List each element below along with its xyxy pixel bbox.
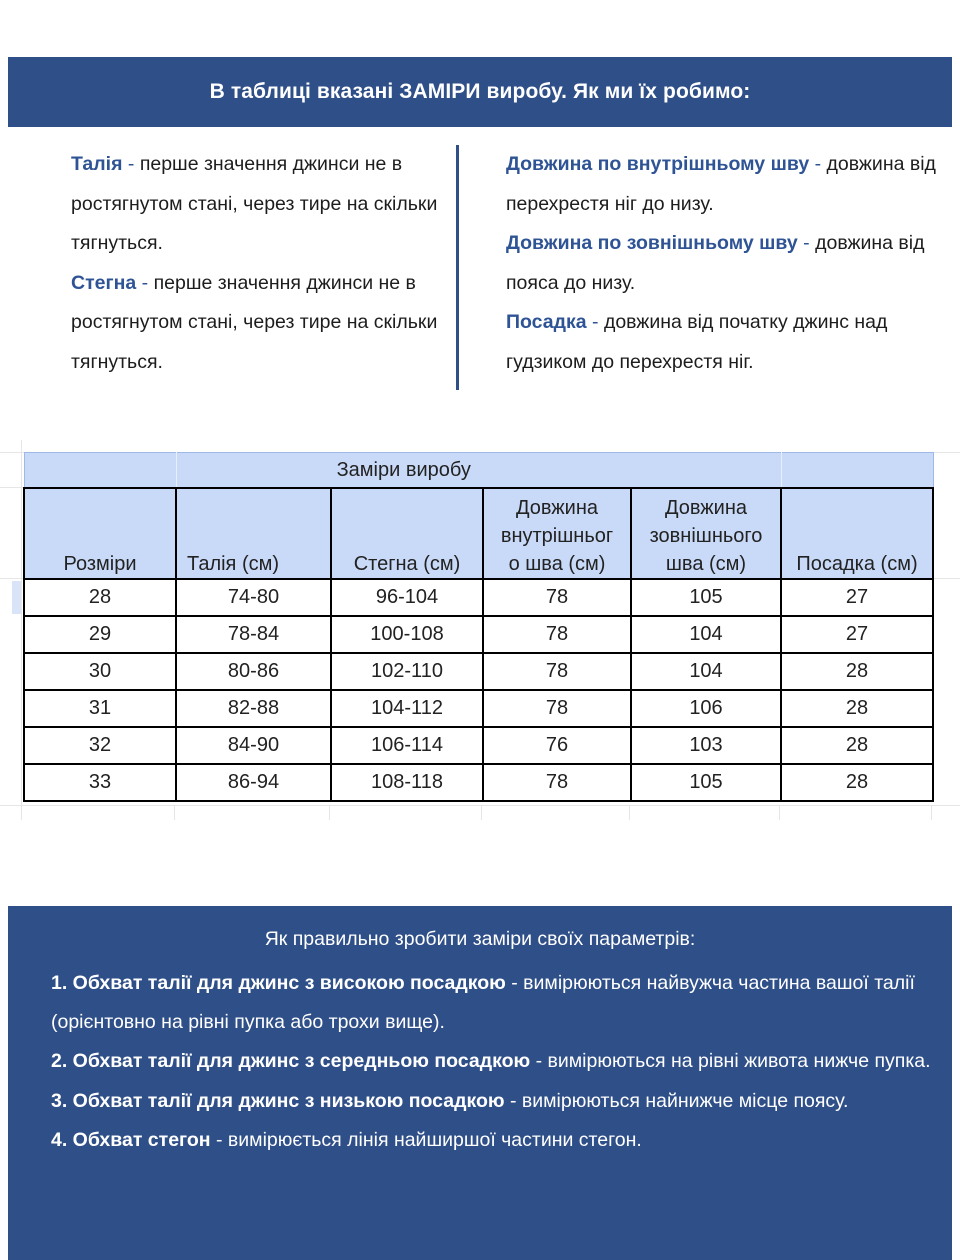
- definition-term: Стегна: [71, 271, 137, 294]
- definition-term: Довжина по зовнішньому шву: [506, 232, 798, 254]
- instruction-item: [51, 1121, 931, 1160]
- cell-rise: 28: [781, 690, 933, 727]
- definitions-right: [506, 145, 936, 382]
- grid-line: [329, 805, 330, 820]
- definition-outseam: Довжина по зовнішньому шву - довжина від пояса до низу.: [506, 232, 925, 294]
- cell-waist: 74-80: [176, 579, 331, 616]
- cell-outseam: 106: [631, 690, 781, 727]
- column-header-waist: Талія (см): [176, 488, 331, 579]
- cell-size: 31: [24, 690, 176, 727]
- cell-hips: 104-112: [331, 690, 483, 727]
- table-row: [24, 653, 933, 690]
- cell-hips: 108-118: [331, 764, 483, 801]
- definition-rise: Посадка - довжина від початку джинс над гудзиком до перехрестя ніг.: [506, 311, 888, 373]
- grid-line: [0, 805, 960, 806]
- grid-line: [481, 805, 482, 820]
- definition-inseam: Довжина по внутрішньому шву - довжина від перехрестя ніг до низу.: [506, 153, 936, 215]
- grid-line: [21, 440, 22, 820]
- grid-line: [0, 578, 23, 579]
- definition-waist: Талія - перше значення джинси не в ростягнутом стані, через тире на скільки тягнуться.: [71, 153, 438, 254]
- cell-outseam: 104: [631, 653, 781, 690]
- instruction-item: [51, 1042, 931, 1081]
- group-header-cell: [24, 453, 176, 489]
- grid-line: [629, 805, 630, 820]
- grid-line: [779, 805, 780, 820]
- definition-hips: Стегна - перше значення джинси не в ростягнутом стані, через тире на скільки тягнуться.: [71, 271, 438, 373]
- cell-outseam: 105: [631, 764, 781, 801]
- cell-size: 28: [24, 579, 176, 616]
- definition-term: Талія: [71, 153, 123, 175]
- cell-size: 29: [24, 616, 176, 653]
- grid-line: [0, 487, 23, 488]
- cell-inseam: 76: [483, 727, 631, 764]
- definition-term: Посадка: [506, 311, 587, 333]
- grid-line: [931, 578, 960, 579]
- instruction-heading: 1. Обхват талії для джинс з високою посадкою: [51, 972, 506, 994]
- cell-rise: 28: [781, 653, 933, 690]
- instruction-text: - вимірюється лінія найширшої частини стегон.: [210, 1128, 642, 1151]
- definition-text: перше значення джинси не в ростягнутом стані, через тире на скільки тягнуться.: [71, 271, 438, 373]
- definition-text: довжина від початку джинс над гудзиком до перехрестя ніг.: [506, 311, 888, 373]
- cell-hips: 102-110: [331, 653, 483, 690]
- table-row: [24, 579, 933, 616]
- instructions-list: [51, 964, 931, 1160]
- cell-rise: 27: [781, 579, 933, 616]
- definitions-left: [71, 145, 446, 382]
- cell-outseam: 103: [631, 727, 781, 764]
- table-row: [24, 727, 933, 764]
- group-header-cell: [781, 453, 933, 489]
- instruction-heading: 3. Обхват талії для джинс з низькою посадкою: [51, 1089, 505, 1112]
- column-header-sizes: Розміри: [24, 488, 176, 579]
- cell-inseam: 78: [483, 579, 631, 616]
- column-header-outseam: Довжина зовнішнього шва (см): [631, 488, 781, 579]
- instruction-text: - вимірюються найвужча частина вашої талії (орієнтовно на рівні пупка або трохи вище).: [51, 972, 915, 1034]
- cell-rise: 28: [781, 727, 933, 764]
- measurement-instructions: [8, 906, 952, 1260]
- instruction-heading: 4. Обхват стегон: [51, 1128, 211, 1151]
- cell-size: 33: [24, 764, 176, 801]
- cell-size: 30: [24, 653, 176, 690]
- banner-title: В таблиці вказані ЗАМІРИ виробу. Як ми їх робимо:: [209, 80, 751, 103]
- definition-text: довжина від перехрестя ніг до низу.: [506, 153, 936, 215]
- table-row: [24, 616, 933, 653]
- cell-inseam: 78: [483, 653, 631, 690]
- cell-inseam: 78: [483, 616, 631, 653]
- size-table: [23, 452, 934, 802]
- instruction-text: - вимірюються найнижче місце поясу.: [504, 1089, 849, 1112]
- table-column-header-row: [24, 488, 933, 579]
- instruction-heading: 2. Обхват талії для джинс з середньою посадкою: [51, 1050, 531, 1073]
- cell-rise: 28: [781, 764, 933, 801]
- instruction-item: [51, 964, 931, 1042]
- column-header-inseam: Довжина внутрішньог о шва (см): [483, 488, 631, 579]
- table-row: [24, 690, 933, 727]
- column-header-rise: Посадка (см): [781, 488, 933, 579]
- size-table-area: [0, 440, 960, 820]
- cell-outseam: 105: [631, 579, 781, 616]
- table-group-header-row: [24, 453, 933, 489]
- column-header-hips: Стегна (см): [331, 488, 483, 579]
- cell-hips: 106-114: [331, 727, 483, 764]
- group-header-title: Заміри виробу: [176, 453, 631, 489]
- instruction-item: [51, 1082, 931, 1121]
- group-header-cell: [631, 453, 781, 489]
- cell-hips: 96-104: [331, 579, 483, 616]
- cell-hips: 100-108: [331, 616, 483, 653]
- definition-text: довжина від пояса до низу.: [506, 232, 925, 294]
- cell-rise: 27: [781, 616, 933, 653]
- cell-outseam: 104: [631, 616, 781, 653]
- cell-waist: 86-94: [176, 764, 331, 801]
- cell-inseam: 78: [483, 690, 631, 727]
- grid-line: [931, 805, 932, 820]
- cell-waist: 82-88: [176, 690, 331, 727]
- column-divider: [456, 145, 459, 390]
- instruction-text: - вимірюються на рівні живота нижче пупка.: [530, 1050, 931, 1073]
- grid-line: [174, 805, 175, 820]
- header-banner: [8, 57, 952, 127]
- cell-waist: 84-90: [176, 727, 331, 764]
- cell-inseam: 78: [483, 764, 631, 801]
- cell-waist: 80-86: [176, 653, 331, 690]
- definition-text: перше значення джинси не в ростягнутом стані, через тире на скільки тягнуться.: [71, 153, 438, 254]
- cell-size: 32: [24, 727, 176, 764]
- row-selection-marker: [12, 581, 21, 614]
- table-row: [24, 764, 933, 801]
- instructions-title: Як правильно зробити заміри своїх параметрів:: [264, 928, 696, 950]
- cell-waist: 78-84: [176, 616, 331, 653]
- definition-term: Довжина по внутрішньому шву: [506, 153, 810, 175]
